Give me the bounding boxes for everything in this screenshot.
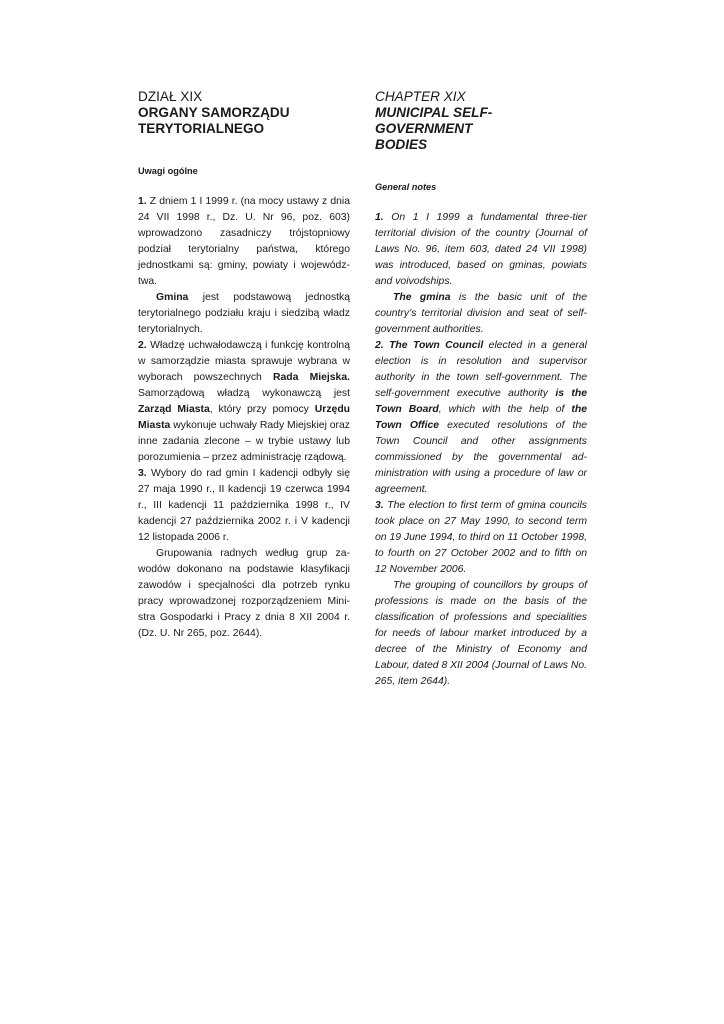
paragraph-text: Wybory do rad gmin I kadencji odbyły się 27 maja 1990 r., II kadencji 19 czerwca 1994 r., III kadencji 11 października 1998 r., IV kadencji 27 października 2002 r. i V kadencji 12 listopada 2006 r. (138, 468, 350, 543)
paragraph-text: , który przy pomocy (209, 404, 315, 415)
chapter-title-line1: MUNICIPAL SELF-GOVERNMENT (375, 105, 493, 136)
paragraph-number: 2. (138, 340, 147, 351)
bold-term: The gmina (393, 292, 451, 303)
paragraph-number: 1. (375, 212, 384, 223)
paragraph-text: executed resolutions of the Town Council and other assignments commissioned by the governmental administration with using a procedure of law or agreement. (375, 420, 587, 495)
paragraph-3 (375, 338, 587, 498)
paragraph-number: 3. (375, 500, 384, 511)
polish-column (138, 89, 350, 642)
chapter-label: DZIAŁ XIX (138, 89, 203, 104)
paragraph-text: Władzę uchwałodawczą i funkcję kontrolną w samorządzie miasta sprawuje wybrana w wyborach powszechnych (138, 340, 350, 383)
bold-term: Urzędu Miasta (138, 404, 351, 431)
chapter-title-line1: ORGANY SAMORZĄDU (138, 105, 290, 120)
paragraph-text: On 1 I 1999 a fundamental three-tier territorial division of the country (Journal of Laws No. 96, item 603, dated 24 VII 1998) was introduced, based on gminas, powiats and voivodships. (375, 212, 587, 287)
paragraph-text: The election to first term of gmina councils took place on 27 May 1990, to second term on 19 June 1994, to third on 11 October 1998, to fourth on 27 October 2002 and to fifth on 12 November 2006. (375, 500, 587, 575)
paragraph-5: The grouping of councillors by groups of professions is made on the basis of the classification of professions and specialities for needs of labour market introduced by a decree of the Ministry of Economy and Labour, dated 8 XII 2004 (Journal of Laws No. 265, item 2644). (375, 580, 587, 687)
english-column (375, 89, 587, 690)
chapter-label: CHAPTER XIX (375, 89, 466, 104)
paragraph-2 (375, 290, 587, 338)
chapter-title-line2: BODIES (375, 137, 428, 152)
bold-term: is the Town Board (375, 388, 587, 415)
paragraph-2 (138, 290, 350, 338)
paragraph-number: 2. The Town Council (375, 340, 484, 351)
bold-term: Rada Miejska. (272, 372, 350, 383)
paragraph-5: Grupowania radnych według grup zawodów dokonano na podstawie klasyfikacji zawodów i specjalności dla potrzeb rynku pracy wprowadzonej rozporządzeniem Ministra Gospodarki i Pracy z dnia 8 XII 2004 r. (Dz. U. Nr 265, poz. 2644). (138, 548, 350, 639)
paragraph-number: 3. (138, 468, 147, 479)
bold-term: the Town Office (375, 404, 587, 431)
notes-heading: Uwagi ogólne (138, 166, 198, 176)
chapter-title (138, 105, 350, 137)
paragraph-text: is the basic unit of the country’s territorial division and seat of self-government authorities. (375, 292, 587, 335)
paragraph-text: wykonuje uchwały Rady Miejskiej oraz inne zadania zlecone – w trybie ustawy lub porozumienia – przez administrację rządową. (138, 420, 350, 463)
paragraph-1 (375, 210, 587, 290)
chapter-title-line2: TERYTORIALNEGO (138, 121, 265, 136)
paragraph-text: , which with the help of (438, 404, 572, 415)
notes-heading: General notes (375, 182, 437, 192)
paragraph-number: 1. (138, 196, 147, 207)
bold-term: Zarząd Miasta (138, 404, 210, 415)
paragraph-4 (375, 498, 587, 578)
paragraph-text: Samorządową władzą wykonawczą jest (138, 388, 350, 399)
paragraph-text: Z dniem 1 I 1999 r. (na mocy ustawy z dnia 24 VII 1998 r., Dz. U. Nr 96, poz. 603) wprowadzono zasadniczy trójstopniowy podział terytorialny państwa, którego jednostkami są: gminy, powiaty i województwa. (138, 196, 350, 287)
paragraph-1 (138, 194, 350, 290)
bold-term: Gmina (156, 292, 189, 303)
paragraph-text: elected in a general election is in resolution and supervisor authority in the town self-government. The self-government executive authority (375, 340, 587, 399)
paragraph-4 (138, 466, 350, 546)
paragraph-text: jest podstawową jednostką terytorialnego podziału kraju i siedzibą władz terytorialnych. (138, 292, 350, 335)
chapter-title (375, 105, 587, 153)
paragraph-3 (138, 338, 350, 466)
